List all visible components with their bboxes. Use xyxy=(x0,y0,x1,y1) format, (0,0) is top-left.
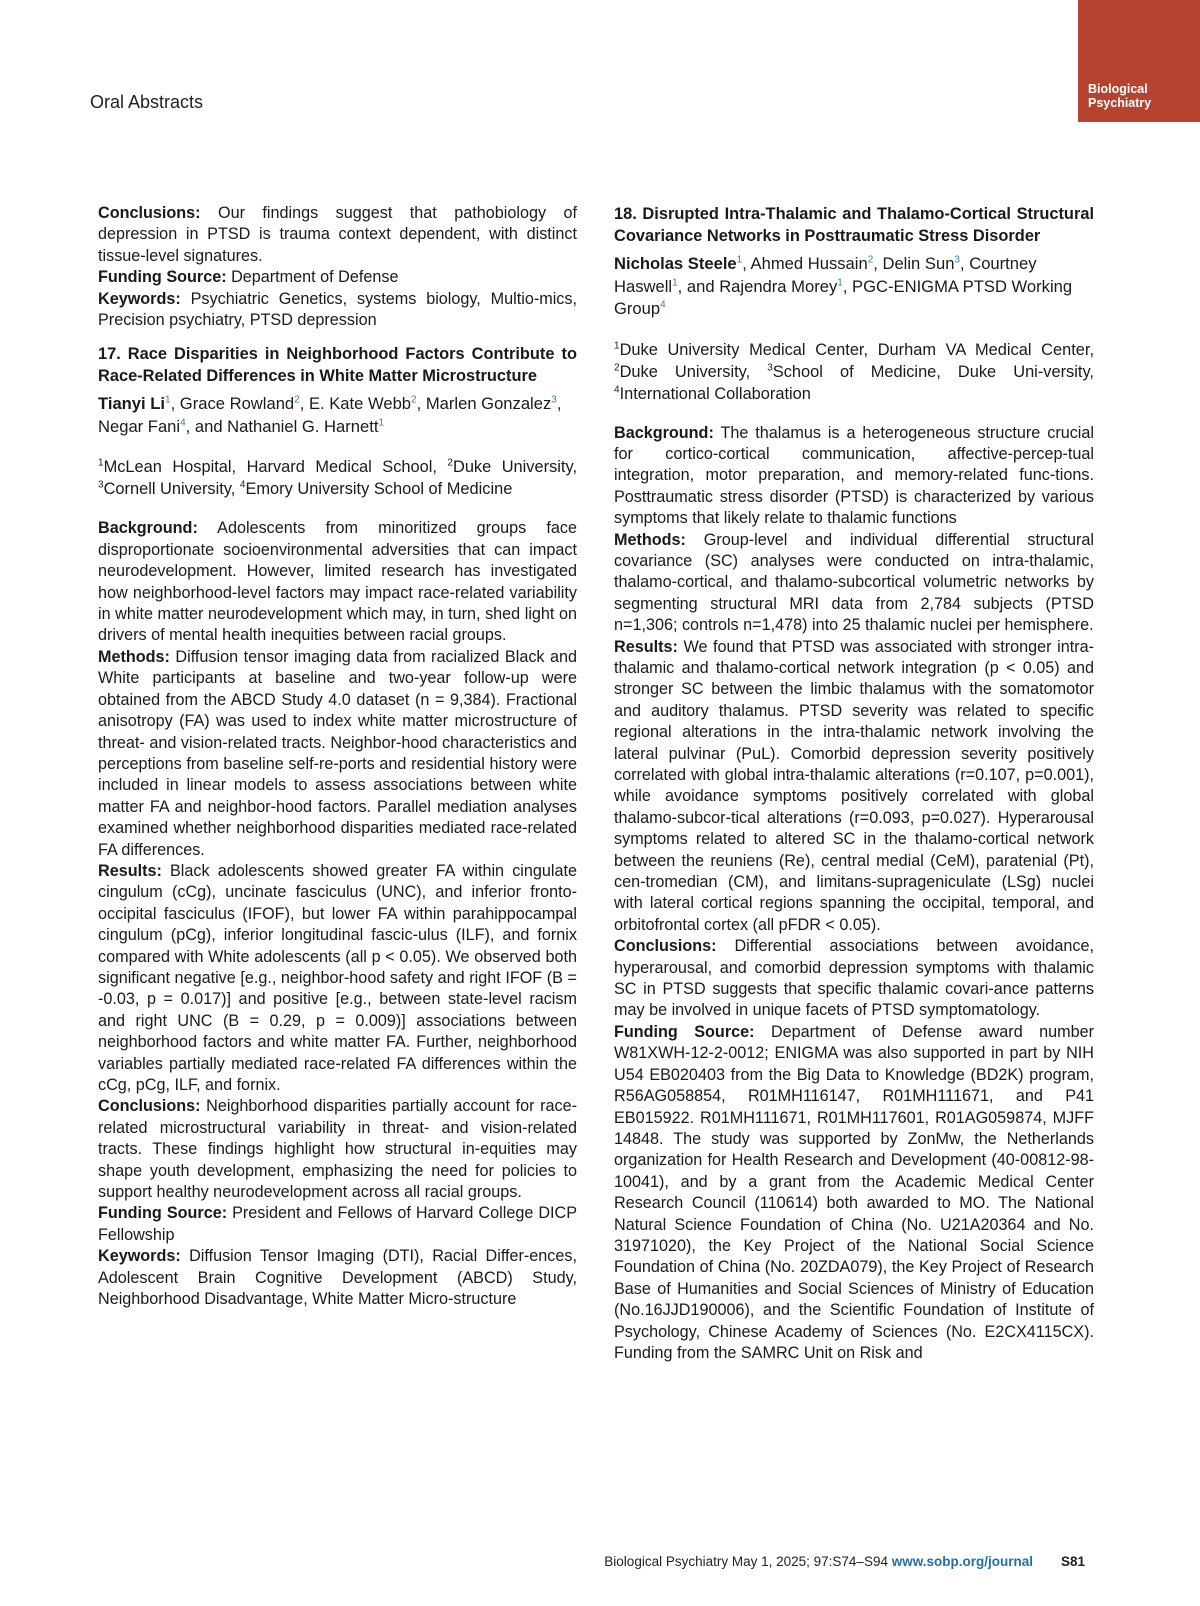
section-header: Oral Abstracts xyxy=(90,92,204,112)
prev-funding: Funding Source: Department of Defense xyxy=(98,268,399,287)
brand-line-2: Psychiatry xyxy=(1088,96,1152,110)
abstract-17-funding: Funding Source: President and Fellows of Harvard College DICP Fellowship xyxy=(98,1204,577,1244)
abstract-17-affiliations: $^1$McLean Hospital, Harvard Medical School, $^2$Duke University, $^3$Cornell University, $^4$Emory University School of Medicine xyxy=(98,457,577,499)
abstract-18-title: 18. Disrupted Intra-Thalamic and Thalamo-Cortical Structural Covariance Networks in Posttraumatic Stress Disorder xyxy=(614,205,1094,245)
abstract-18-funding: Funding Source: Department of Defense award number W81XWH-12-2-0012; ENIGMA was also supported in part by NIH U54 EB020403 from the Big Data to Knowledge (BD2K) program, R56AG058854, R01MH116147, R01MH111671, and P41 EB015922. R01MH111671, R01MH117601, R01AG059874, MJFF 14848. The study was supported by ZonMw, the Netherlands organization for Health Research and Development (40-00812-98-10041), and by a grant from the Academic Medical Center Research Council (110614) both awarded to MO. The National Natural Science Foundation of China (No. U21A20364 and No. 31971020), the Key Project of the National Social Science Foundation of China (No. 20ZDA079), the Key Project of Research Base of Humanities and Social Sciences of Ministry of Education (No.16JJD190006), and the Scientific Foundation of Institute of Psychology, Chinese Academy of Sciences (No. E2CX4115CX). Funding from the SAMRC Unit on Risk and xyxy=(614,1022,1095,1362)
page-number: S81 xyxy=(1060,1554,1085,1569)
abstract-18-authors: Nicholas Steele$^1$, Ahmed Hussain$^2$, Delin Sun$^3$, Courtney Haswell$^1$, and Rajendra Morey$^1$, PGC-ENIGMA PTSD Working Group$^4$ xyxy=(614,254,1073,318)
abstract-17-methods: Methods: Diffusion tensor imaging data from racialized Black and White participants at baseline and two-year follow-up were obtained from the ABCD Study 4.0 dataset (n = 9,384). Fractional anisotropy (FA) was used to index white matter microstructure of threat- and vision-related tracts. Neighbor-hood characteristics and perceptions from baseline self-re-ports and residential history were included in linear models to assess associations between white matter FA and neighbor-hood factors. Parallel mediation analyses examined whether neighborhood disparities mediated race-related FA differences. xyxy=(98,647,577,859)
abstract-17-keywords: Keywords: Diffusion Tensor Imaging (DTI), Racial Differ-ences, Adolescent Brain Cognitive Development (ABCD) Study, Neighborhood Disadvantage, White Matter Micro-structure xyxy=(98,1247,577,1309)
prev-conclusions: Conclusions: Our findings suggest that pathobiology of depression in PTSD is trauma context dependent, with distinct tissue-level signatures. xyxy=(98,204,577,265)
abstract-18-affiliations: $^1$Duke University Medical Center, Durham VA Medical Center, $^2$Duke University, $^3$School of Medicine, Duke Uni-versity, $^4$International Collaboration xyxy=(614,340,1094,403)
abstract-17-authors: Tianyi Li$^1$, Grace Rowland$^2$, E. Kate Webb$^2$, Marlen Gonzalez$^3$, Negar Fani$^4$, and Nathaniel G. Harnett$^1$ xyxy=(98,394,562,436)
page-footer xyxy=(0,1554,1085,1569)
abstract-18-background: Background: The thalamus is a heterogeneous structure crucial for cortico-cortical communication, affective-percep-tual integration, motor preparation, and memory-related func-tions. Posttraumatic stress disorder (PTSD) is characterized by various symptoms that likely relate to thalamic functions xyxy=(614,423,1094,528)
brand-line-1: Biological xyxy=(1088,82,1148,96)
prev-keywords: Keywords: Psychiatric Genetics, systems biology, Multio-mics, Precision psychiatry, PTSD depression xyxy=(98,289,577,330)
abstract-17-results: Results: Black adolescents showed greater FA within cingulate cingulum (cCg), uncinate fasciculus (UNC), and inferior fronto-occipital fasciculus (IFOF), but lower FA within parahippocampal cingulum (pCg), inferior longitudinal fascic-ulus (ILF), and fornix compared with White adolescents (all p < 0.05). We observed both significant negative [e.g., neighbor-hood safety and right IFOF (B = -0.03, p = 0.017)] and positive [e.g., between state-level racism and right UNC (B = 0.29, p = 0.009)] associations between neighborhood factors and white matter FA. Further, neighborhood variables partially mediated race-related FA differences within the cCg, pCg, ILF, and fornix. xyxy=(98,861,577,1094)
footer-citation: Biological Psychiatry May 1, 2025; 97:S74–S94 xyxy=(604,1554,892,1569)
journal-link[interactable]: www.sobp.org/journal xyxy=(891,1554,1033,1569)
abstract-17-title: 17. Race Disparities in Neighborhood Factors Contribute to Race-Related Differences in White Matter Microstructure xyxy=(98,345,577,386)
abstract-18-results: Results: We found that PTSD was associated with stronger intra-thalamic and thalamo-cortical network integration (p < 0.05) and stronger SC between the limbic thalamus with the somatomotor and auditory thalamus. PTSD severity was related to specific regional alterations in the intra-thalamic network involving the lateral pulvinar (PuL). Comorbid depression severity positively correlated with global intra-thalamic alterations (r=0.107, p=0.001), while avoidance symptoms positively correlated with global thalamo-subcor-tical alterations (r=0.093, p=0.027). Hyperarousal symptoms related to altered SC in the thalamo-cortical network between the reuniens (Re), central medial (CeM), paratenial (Pt), cen-tromedian (CM), and limitans-suprageniculate (LSg) nuclei with lateral cortical regions spanning the occipital, temporal, and orbitofrontal cortex (all pFDR < 0.05). xyxy=(614,637,1094,934)
abstract-18-methods: Methods: Group-level and individual differential structural covariance (SC) analyses were conducted on intra-thalamic, thalamo-cortical, and thalamo-subcortical volumetric networks by segmenting structural MRI data from 2,784 subjects (PTSD n=1,306; controls n=1,478) into 25 thalamic nuclei per hemisphere. xyxy=(614,530,1094,635)
right-column xyxy=(614,203,1094,1364)
journal-brand-logo xyxy=(1078,0,1200,122)
left-column xyxy=(98,203,577,1310)
abstract-17-conclusions: Conclusions: Neighborhood disparities partially account for race-related microstructural variability in threat- and vision-related tracts. These findings highlight how structural in-equities may shape youth development, emphasizing the need for policies to support healthy neurodevelopment across all racial groups. xyxy=(98,1097,577,1202)
abstract-18-conclusions: Conclusions: Differential associations between avoidance, hyperarousal, and comorbid depression symptoms with thalamic SC in PTSD suggests that specific thalamic covari-ance patterns may be involved in unique facets of PTSD symptomatology. xyxy=(614,937,1094,1020)
abstract-17-background: Background: Adolescents from minoritized groups face disproportionate socioenvironmental adversities that can impact neurodevelopment. However, limited research has investigated how neighborhood-level factors may impact race-related variability in white matter neurodevelopment which may, in turn, shed light on drivers of mental health inequities between racial groups. xyxy=(98,519,577,645)
